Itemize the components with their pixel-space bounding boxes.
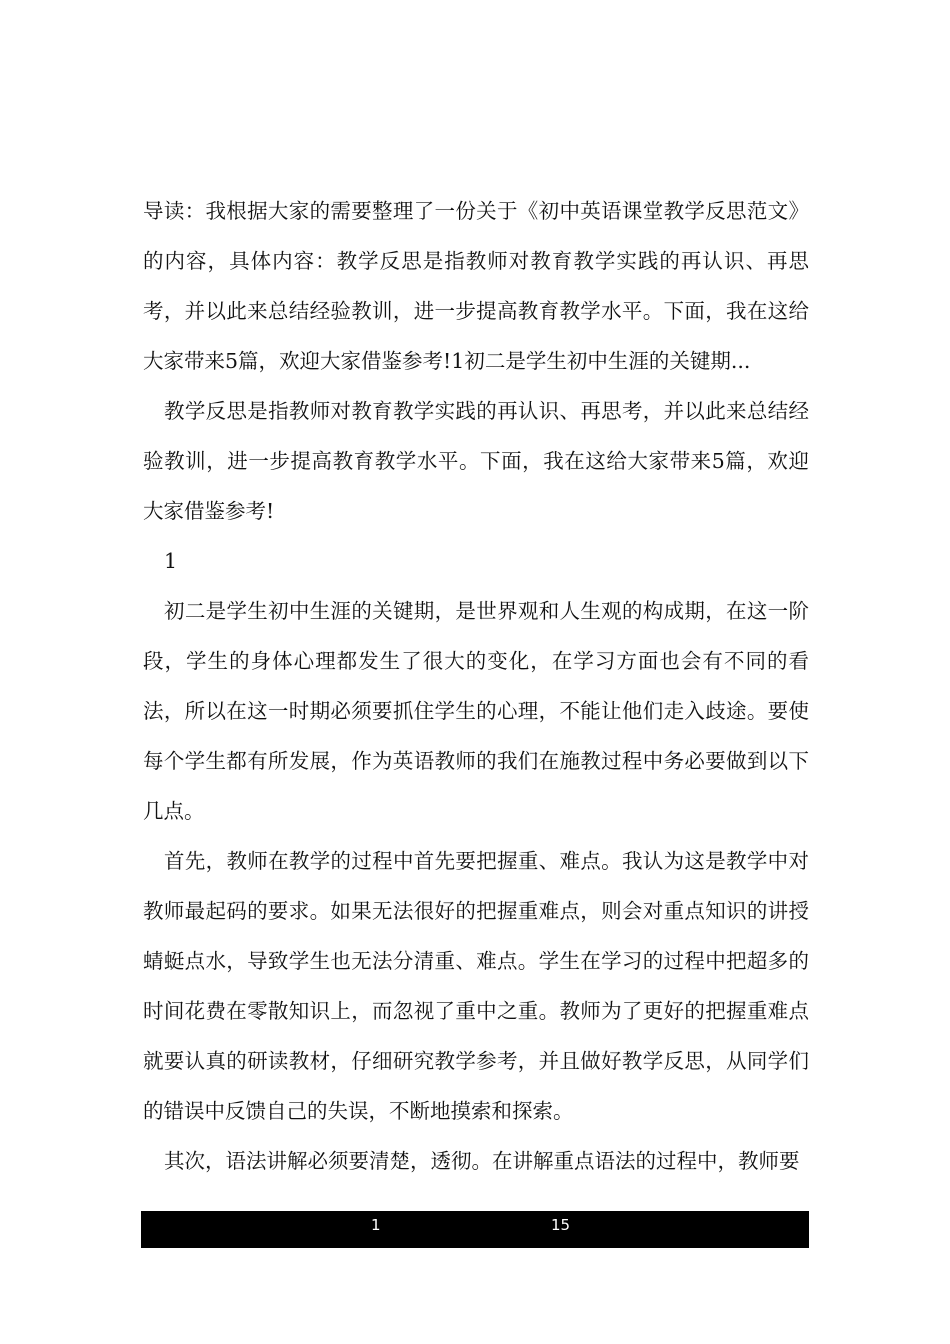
- intro-paragraph: 导读：我根据大家的需要整理了一份关于《初中英语课堂教学反思范文》的内容，具体内容：教学反思是指教师对教育教学实践的再认识、再思考，并以此来总结经验教训，进一步提高教育教学水平。下面，我在这给大家带来5篇，欢迎大家借鉴参考!1初二是学生初中生涯的关键期...: [143, 199, 809, 373]
- paragraph-1: 教学反思是指教师对教育教学实践的再认识、再思考，并以此来总结经验教训，进一步提高教育教学水平。下面，我在这给大家带来5篇，欢迎大家借鉴参考!: [143, 399, 809, 523]
- page-footer-bar: [141, 1211, 809, 1248]
- page-number-current: 1: [371, 1216, 381, 1234]
- paragraph-4: 其次，语法讲解必须要清楚，透彻。在讲解重点语法的过程中，教师要: [164, 1149, 800, 1173]
- document-body: [143, 186, 809, 1186]
- section-number: 1: [164, 549, 178, 573]
- paragraph-3: 首先，教师在教学的过程中首先要把握重、难点。我认为这是教学中对教师最起码的要求。如果无法很好的把握重难点，则会对重点知识的讲授蜻蜓点水，导致学生也无法分清重、难点。学生在学习的过程中把超多的时间花费在零散知识上，而忽视了重中之重。教师为了更好的把握重难点就要认真的研读教材，仔细研究教学参考，并且做好教学反思，从同学们的错误中反馈自己的失误，不断地摸索和探索。: [143, 849, 809, 1123]
- page-number-total: 15: [551, 1216, 571, 1234]
- paragraph-2: 初二是学生初中生涯的关键期，是世界观和人生观的构成期，在这一阶段，学生的身体心理都发生了很大的变化，在学习方面也会有不同的看法，所以在这一时期必须要抓住学生的心理，不能让他们走入歧途。要使每个学生都有所发展，作为英语教师的我们在施教过程中务必要做到以下几点。: [143, 599, 809, 823]
